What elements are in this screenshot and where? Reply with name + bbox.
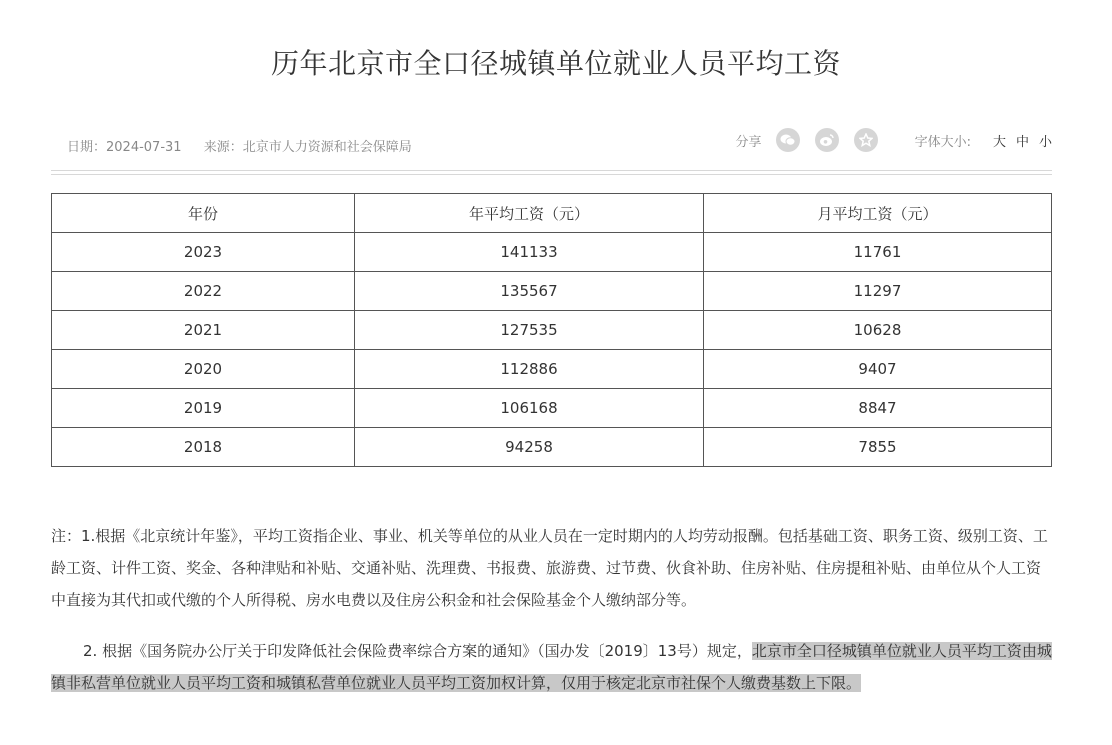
note-paragraph-2 bbox=[51, 635, 1052, 699]
cell-monthly-wage: 9407 bbox=[704, 350, 1052, 389]
cell-monthly-wage: 7855 bbox=[704, 428, 1052, 467]
table-row bbox=[52, 233, 1052, 272]
cell-annual-wage: 94258 bbox=[355, 428, 704, 467]
table-row bbox=[52, 311, 1052, 350]
share-label: 分享 bbox=[735, 134, 762, 150]
cell-monthly-wage: 8847 bbox=[704, 389, 1052, 428]
note-2-highlighted-text: 北京市全口径城镇单位就业人员平均工资由城镇非私营单位就业人员平均工资和城镇私营单位就业人员平均工资加权计算，仅用于核定北京市社保个人缴费基数上下限。 bbox=[51, 642, 1052, 692]
note-2-text: 2. 根据《国务院办公厅关于印发降低社会保险费率综合方案的通知》（国办发〔2019〕13号）规定， bbox=[83, 642, 752, 660]
cell-year: 2018 bbox=[52, 428, 355, 467]
font-size-label: 字体大小: bbox=[914, 134, 971, 150]
article-meta bbox=[67, 136, 430, 155]
header-annual-wage: 年平均工资（元） bbox=[355, 194, 704, 233]
table-row bbox=[52, 350, 1052, 389]
cell-year: 2023 bbox=[52, 233, 355, 272]
cell-year: 2021 bbox=[52, 311, 355, 350]
header-monthly-wage: 月平均工资（元） bbox=[704, 194, 1052, 233]
font-size-large[interactable]: 大 bbox=[992, 134, 1006, 150]
cell-annual-wage: 112886 bbox=[355, 350, 704, 389]
wechat-icon[interactable] bbox=[776, 128, 800, 152]
star-icon[interactable] bbox=[854, 128, 878, 152]
header-divider bbox=[51, 170, 1052, 175]
table-row bbox=[52, 272, 1052, 311]
cell-year: 2022 bbox=[52, 272, 355, 311]
article-date: 日期：2024-07-31 bbox=[67, 140, 182, 155]
font-size-medium[interactable]: 中 bbox=[1015, 134, 1029, 150]
font-size-small[interactable]: 小 bbox=[1038, 134, 1052, 150]
cell-annual-wage: 127535 bbox=[355, 311, 704, 350]
cell-monthly-wage: 10628 bbox=[704, 311, 1052, 350]
article-source: 来源：北京市人力资源和社会保障局 bbox=[203, 140, 412, 155]
header-year: 年份 bbox=[52, 194, 355, 233]
weibo-icon[interactable] bbox=[815, 128, 839, 152]
cell-monthly-wage: 11297 bbox=[704, 272, 1052, 311]
table-row bbox=[52, 428, 1052, 467]
table-header-row bbox=[52, 194, 1052, 233]
note-paragraph-1: 注：1.根据《北京统计年鉴》，平均工资指企业、事业、机关等单位的从业人员在一定时期内的人均劳动报酬。包括基础工资、职务工资、级别工资、工龄工资、计件工资、奖金、各种津贴和补贴、交通补贴、洗理费、书报费、旅游费、过节费、伙食补助、住房补贴、住房提租补贴、由单位从个人工资中直接为其代扣或代缴的个人所得税、房水电费以及住房公积金和社会保险基金个人缴纳部分等。 bbox=[51, 527, 1048, 609]
table-row bbox=[52, 389, 1052, 428]
cell-annual-wage: 135567 bbox=[355, 272, 704, 311]
cell-year: 2020 bbox=[52, 350, 355, 389]
cell-annual-wage: 106168 bbox=[355, 389, 704, 428]
wage-table bbox=[51, 193, 1052, 467]
cell-annual-wage: 141133 bbox=[355, 233, 704, 272]
page-title: 历年北京市全口径城镇单位就业人员平均工资 bbox=[270, 47, 841, 80]
cell-year: 2019 bbox=[52, 389, 355, 428]
share-toolbar bbox=[736, 128, 1052, 152]
cell-monthly-wage: 11761 bbox=[704, 233, 1052, 272]
